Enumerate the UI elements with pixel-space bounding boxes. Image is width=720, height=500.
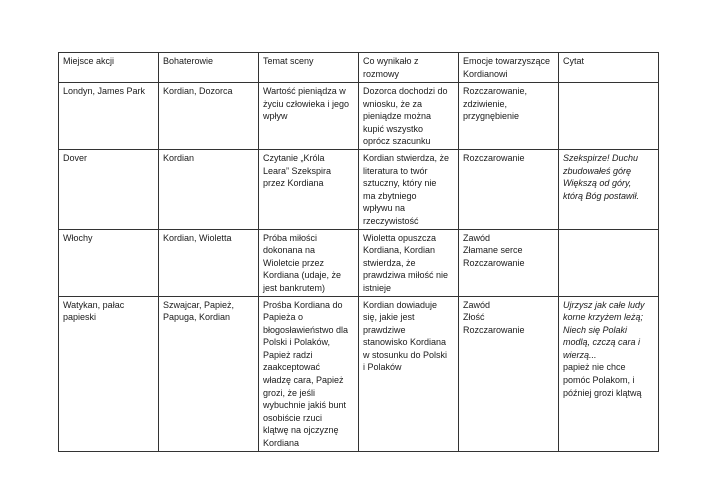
header-row xyxy=(59,53,659,83)
cell-quote: Szekspirze! Duchu zbudowałeś górę Większą od góry, którą Bóg postawił. xyxy=(559,149,659,229)
cell-place: Dover xyxy=(59,149,159,229)
cell-quote xyxy=(559,83,659,150)
cell-topic: Wartość pieniądza w życiu człowieka i jego wpływ xyxy=(259,83,359,150)
cell-emotions: Zawód Złość Rozczarowanie xyxy=(459,296,559,451)
quote-text: Ujrzysz jak całe ludy korne krzyżem leżą; Niech się Polaki modlą, czczą cara i wierzą... xyxy=(563,299,645,360)
quote-note: papież nie chce pomóc Polakom, i później grozi klątwą xyxy=(563,362,642,398)
cell-quote xyxy=(559,229,659,296)
cell-emotions: Rozczarowanie xyxy=(459,149,559,229)
cell-result: Wioletta opuszcza Kordiana, Kordian stwierdza, że prawdziwa miłość nie istnieje xyxy=(359,229,459,296)
cell-place: Watykan, pałac papieski xyxy=(59,296,159,451)
header-emotions: Emocje towarzyszące Kordianowi xyxy=(459,53,559,83)
header-topic: Temat sceny xyxy=(259,53,359,83)
cell-result: Kordian stwierdza, że literatura to twór sztuczny, który nie ma zbytniego wpływu na rzeczywistość xyxy=(359,149,459,229)
table-row xyxy=(59,229,659,296)
header-result: Co wynikało z rozmowy xyxy=(359,53,459,83)
cell-emotions: Zawód Złamane serce Rozczarowanie xyxy=(459,229,559,296)
cell-place: Włochy xyxy=(59,229,159,296)
header-place: Miejsce akcji xyxy=(59,53,159,83)
cell-place: Londyn, James Park xyxy=(59,83,159,150)
cell-result: Kordian dowiaduje się, jakie jest prawdziwe stanowisko Kordiana w stosunku do Polski i Polaków xyxy=(359,296,459,451)
cell-topic: Czytanie „Króla Leara” Szekspira przez Kordiana xyxy=(259,149,359,229)
cell-characters: Kordian, Wioletta xyxy=(159,229,259,296)
header-characters: Bohaterowie xyxy=(159,53,259,83)
table-row xyxy=(59,83,659,150)
cell-emotions: Rozczarowanie, zdziwienie, przygnębienie xyxy=(459,83,559,150)
scene-analysis-table xyxy=(58,52,659,452)
cell-characters: Szwajcar, Papież, Papuga, Kordian xyxy=(159,296,259,451)
cell-topic: Prośba Kordiana do Papieża o błogosławieństwo dla Polski i Polaków, Papież radzi zaakceptować władzę cara, Papież grozi, że jeśli wybuchnie jakiś bunt osobiście rzuci klątwę na ojczyznę Kordiana xyxy=(259,296,359,451)
cell-result: Dozorca dochodzi do wniosku, że za pieniądze można kupić wszystko oprócz szacunku xyxy=(359,83,459,150)
table-row xyxy=(59,296,659,451)
table-row xyxy=(59,149,659,229)
cell-quote xyxy=(559,296,659,451)
cell-topic: Próba miłości dokonana na Wioletcie przez Kordiana (udaje, że jest bankrutem) xyxy=(259,229,359,296)
cell-characters: Kordian xyxy=(159,149,259,229)
header-quote: Cytat xyxy=(559,53,659,83)
cell-characters: Kordian, Dozorca xyxy=(159,83,259,150)
